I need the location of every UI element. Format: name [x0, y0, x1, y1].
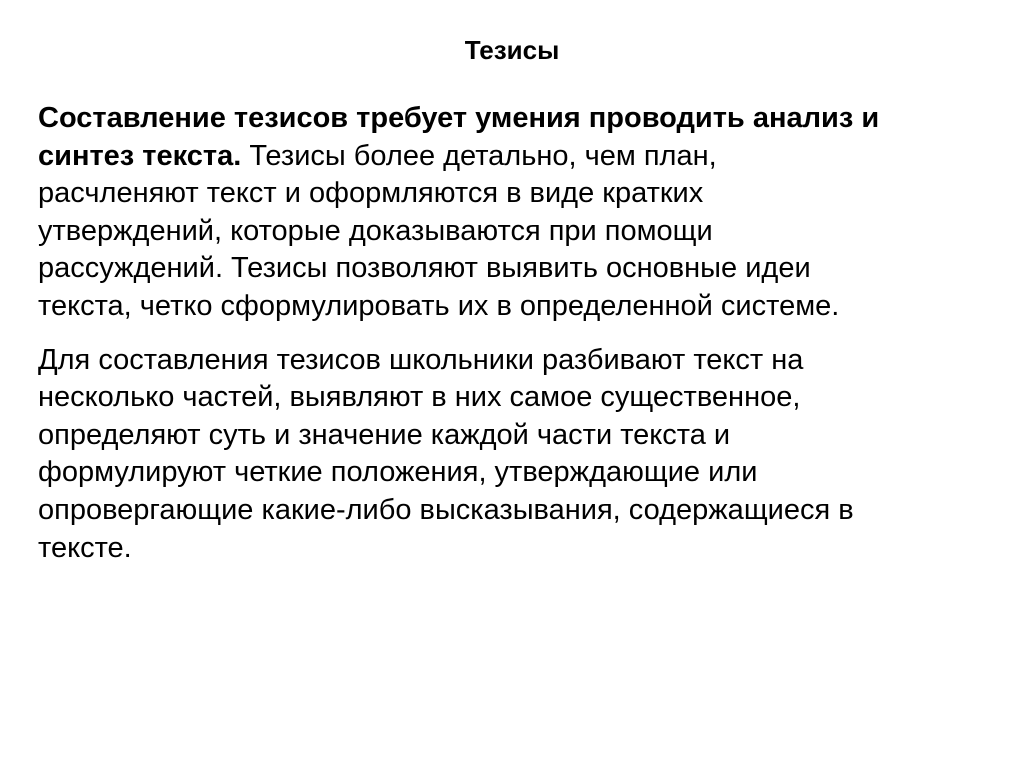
paragraph-method-line-3: определяют суть и значение каждой части текста и — [38, 418, 731, 451]
slide-body — [38, 100, 1024, 567]
paragraph-method-line-6: тексте. — [38, 531, 132, 564]
paragraph-method-line-5: опровергающие какие-либо высказывания, содержащиеся в — [38, 493, 854, 526]
paragraph-intro — [38, 100, 1024, 326]
paragraph-intro-line-1: Составление тезисов требует умения проводить анализ и — [38, 102, 880, 134]
slide-title: Тезисы — [464, 35, 560, 65]
paragraph-method-line-4: формулируют четкие положения, утверждающие или — [38, 456, 758, 489]
paragraph-method — [38, 342, 1024, 568]
paragraph-intro-line-2 — [38, 138, 1024, 176]
paragraph-intro-line-4: утверждений, которые доказываются при помощи — [38, 214, 713, 247]
paragraph-intro-line-5: рассуждений. Тезисы позволяют выявить основные идеи — [38, 252, 811, 285]
bold-lead-phrase: синтез текста. — [38, 139, 242, 172]
paragraph-intro-line-3: расчленяют текст и оформляются в виде кратких — [38, 177, 704, 210]
paragraph-method-line-2: несколько частей, выявляют в них самое существенное, — [38, 381, 801, 414]
line-2-continuation: Тезисы более детально, чем план, — [241, 139, 717, 172]
paragraph-intro-line-6: текста, четко сформулировать их в определенной системе. — [38, 289, 840, 322]
paragraph-method-line-1: Для составления тезисов школьники разбивают текст на — [38, 343, 804, 376]
